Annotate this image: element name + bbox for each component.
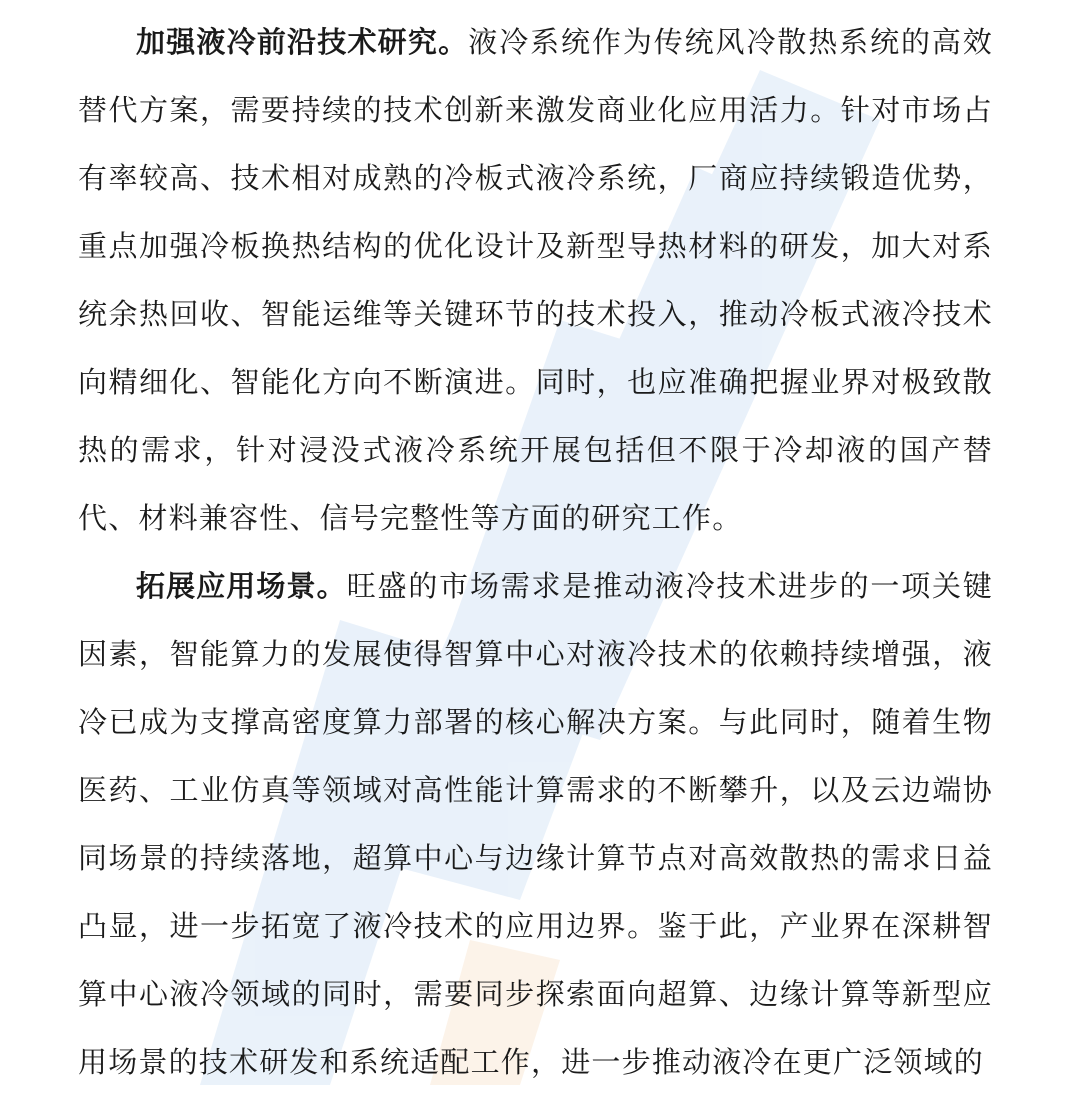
paragraph-text: 旺盛的市场需求是推动液冷技术进步的一项关键因素，智能算力的发展使得智算中心对液冷技术的依赖持续增强，液冷已成为支撑高密度算力部署的核心解决方案。与此同时，随着生物医药、工业仿真等领域对高性能计算需求的不断攀升，以及云边端协同场景的持续落地，超算中心与边缘计算节点对高效散热的需求日益凸显，进一步拓宽了液冷技术的应用边界。鉴于此，产业界在深耕智算中心液冷领域的同时，需要同步探索面向超算、边缘计算等新型应用场景的技术研发和系统适配工作，进一步推动液冷在更广泛领域的	[78, 569, 993, 1079]
paragraph-heading: 拓展应用场景。	[136, 569, 347, 603]
paragraph-text: 液冷系统作为传统风冷散热系统的高效替代方案，需要持续的技术创新来激发商业化应用活力。针对市场占有率较高、技术相对成熟的冷板式液冷系统，厂商应持续锻造优势，重点加强冷板换热结构的优化设计及新型导热材料的研发，加大对系统余热回收、智能运维等关键环节的技术投入，推动冷板式液冷技术向精细化、智能化方向不断演进。同时，也应准确把握业界对极致散热的需求，针对浸没式液冷系统开展包括但不限于冷却液的国产替代、材料兼容性、信号完整性等方面的研究工作。	[78, 25, 993, 535]
paragraph-application-scenarios	[78, 552, 993, 1096]
paragraph-liquid-cooling-research	[78, 8, 993, 552]
document-body	[78, 8, 993, 1096]
paragraph-heading: 加强液冷前沿技术研究。	[136, 25, 469, 59]
